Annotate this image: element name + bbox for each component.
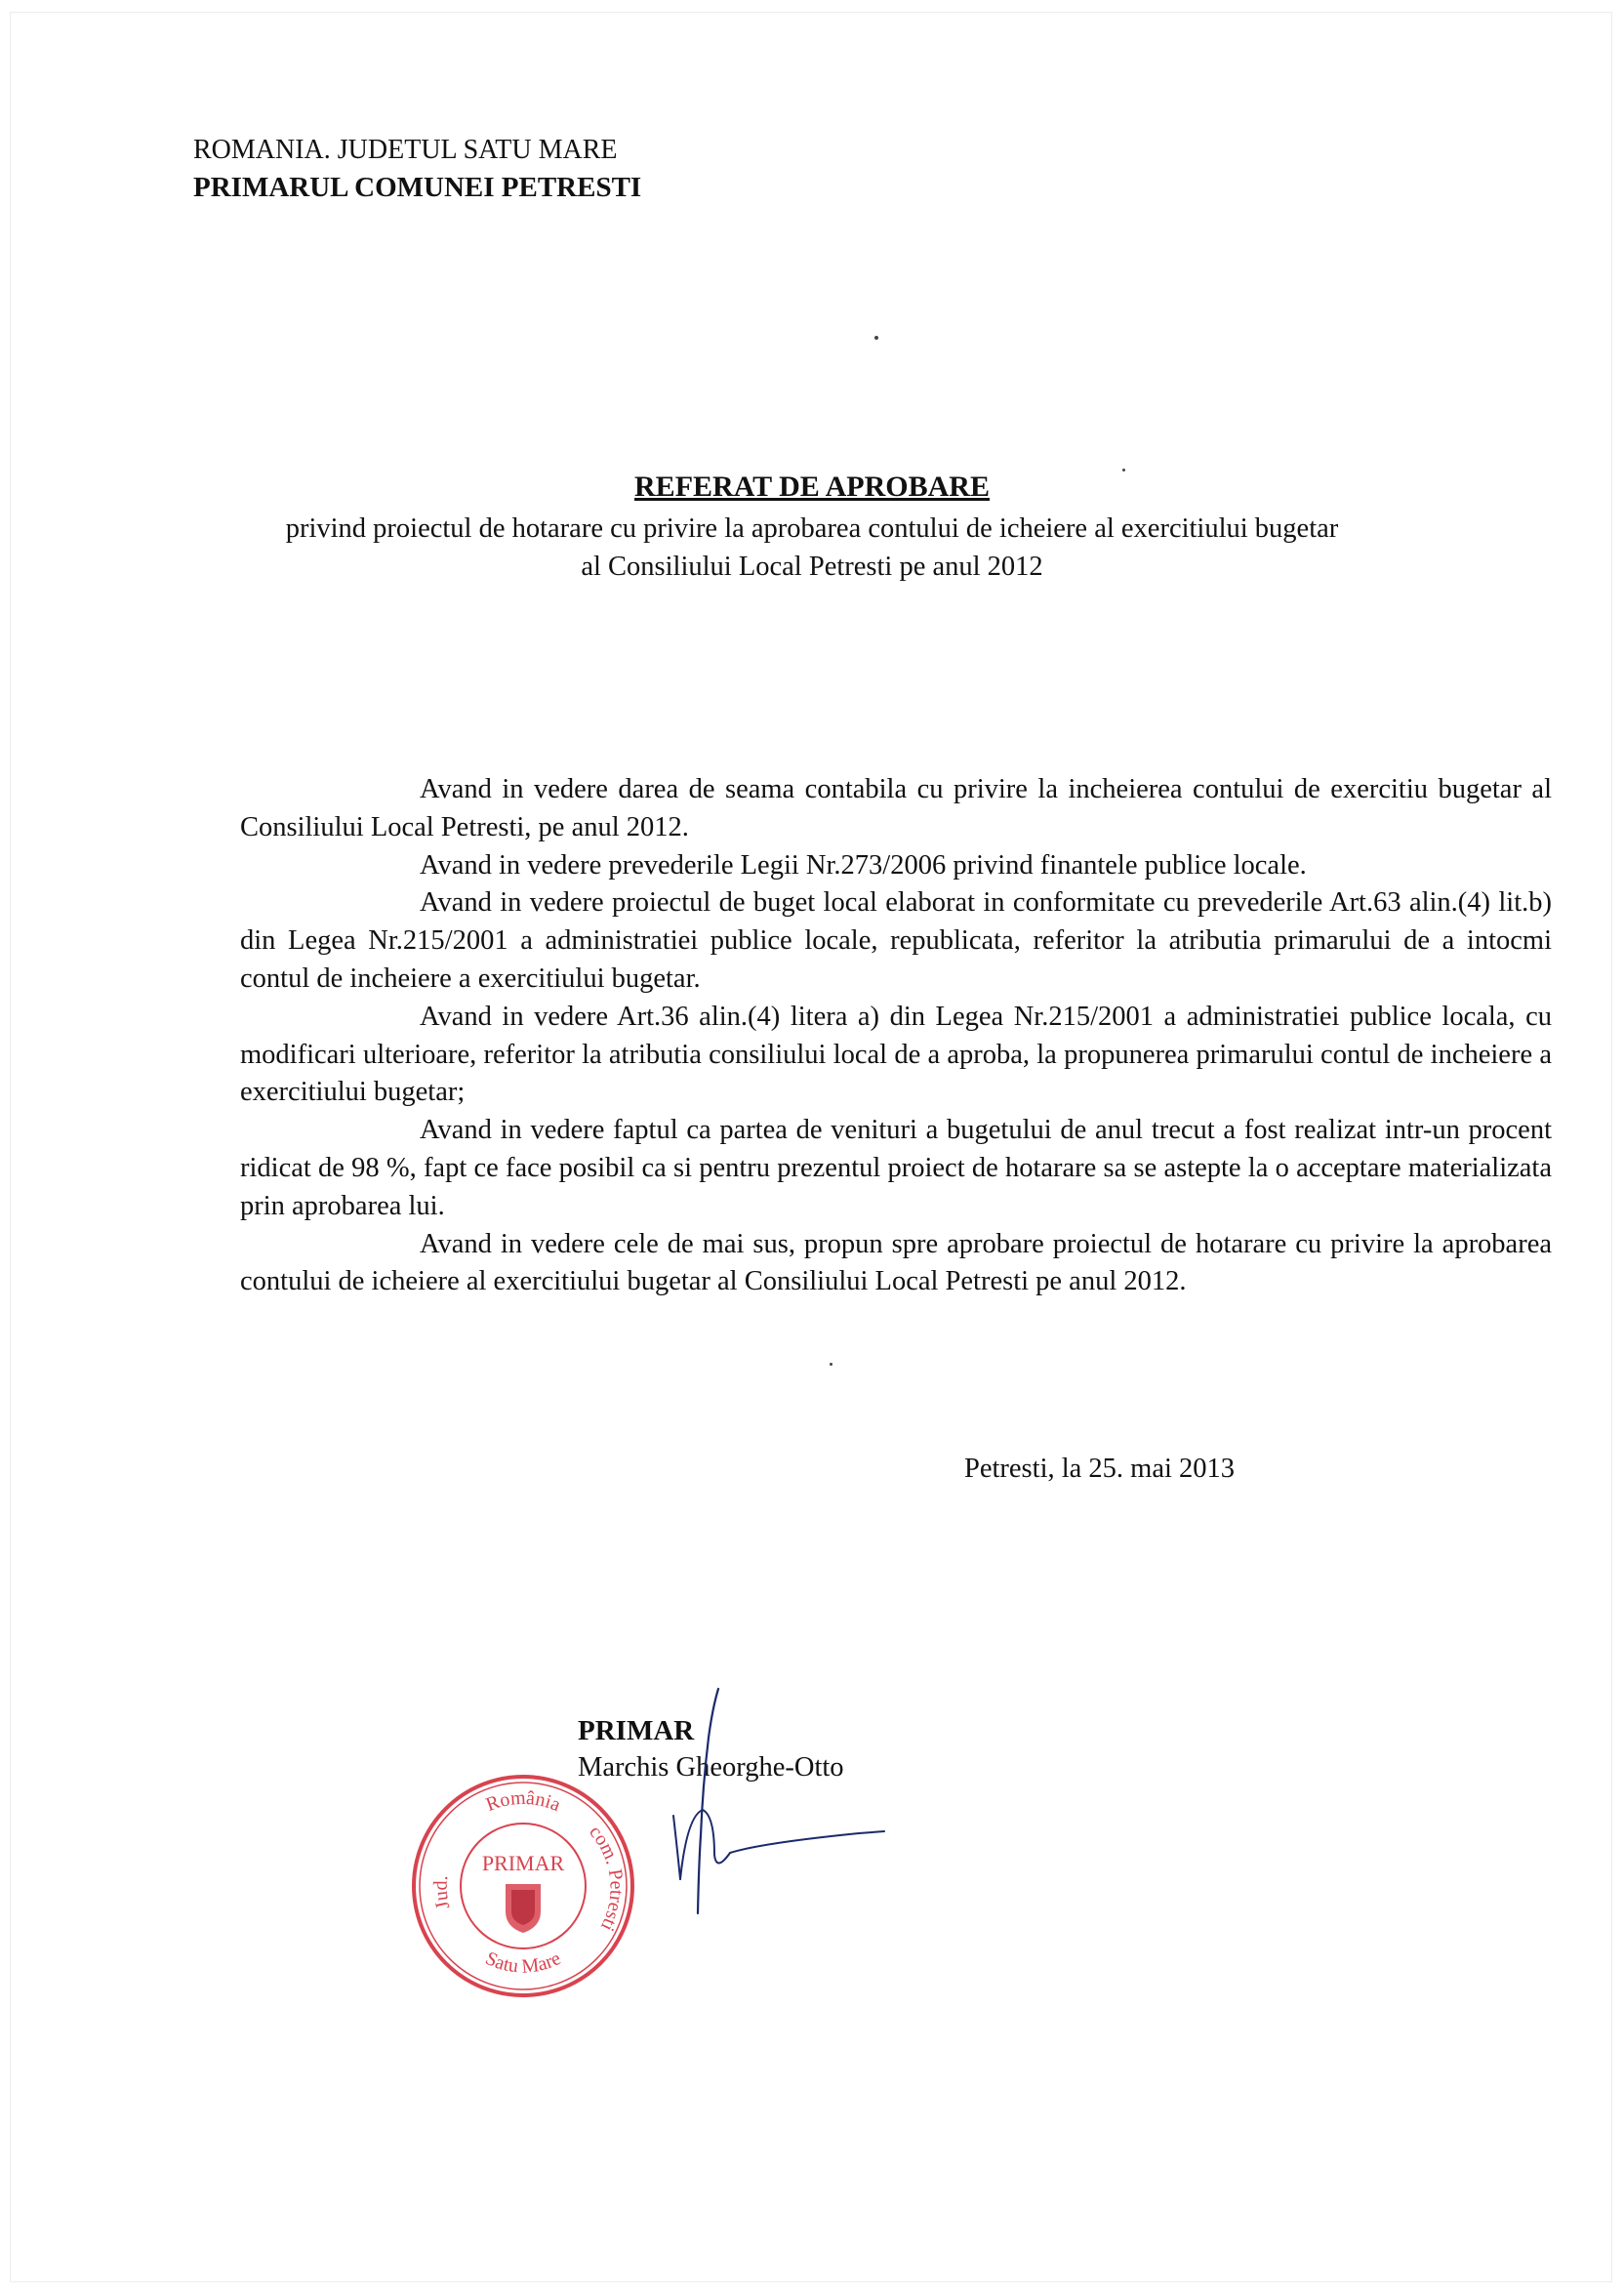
stamp-left-text: Jud.	[429, 1873, 455, 1911]
body-paragraph: Avand in vedere proiectul de buget local elaborat in conformitate cu prevederile Art.63 alin.(4) lit.b) din Legea Nr.215/2001 a administratiei publice locale, republicata, referitor la atributia primarului de a intocmi contul de incheiere a exercitiului bugetar.	[240, 887, 1552, 994]
document-subtitle-line-1: privind proiectul de hotarare cu privire la aprobarea contului de icheiere al exercitiului bugetar	[285, 513, 1339, 544]
stamp-center-text: PRIMAR	[481, 1851, 565, 1875]
scan-speck	[874, 336, 878, 340]
body-paragraph: Avand in vedere Art.36 alin.(4) litera a) din Legea Nr.215/2001 a administratiei publice locala, cu modificari ulterioare, referitor la atributia consiliului local de a aproba, la propunerea primarului contul de incheiere a exercitiului bugetar;	[240, 1001, 1552, 1108]
scan-speck	[830, 1363, 832, 1366]
header-institution: PRIMARUL COMUNEI PETRESTI	[193, 172, 642, 203]
header-county: ROMANIA. JUDETUL SATU MARE	[193, 135, 618, 165]
stamp-right-text: com. Petresti	[585, 1821, 628, 1935]
handwritten-signature	[664, 1679, 888, 1923]
place-and-date: Petresti, la 25. mai 2013	[964, 1454, 1236, 1484]
body-paragraph: Avand in vedere faptul ca partea de venituri a bugetului de anul trecut a fost realizat intr-un procent ridicat de 98 %, fapt ce face posibil ca si pentru prezentul proiect de hotarare sa se astepte la o acceptare materializata prin aprobarea lui.	[240, 1115, 1552, 1221]
document-body	[240, 771, 1552, 1301]
signatory-title: PRIMAR	[578, 1715, 695, 1746]
document-title: REFERAT DE APROBARE	[634, 471, 990, 503]
body-paragraph: Avand in vedere cele de mai sus, propun spre aprobare proiectul de hotarare cu privire la aprobarea contului de icheiere al exercitiului bugetar al Consiliului Local Petresti pe anul 2012.	[240, 1228, 1552, 1297]
coat-of-arms-icon	[506, 1884, 541, 1933]
stamp-bottom-text: Satu Mare	[482, 1948, 564, 1978]
body-paragraph: Avand in vedere prevederile Legii Nr.273/2006 privind finantele publice locale.	[420, 849, 1307, 881]
stamp-top-text: România	[483, 1786, 564, 1817]
scan-speck	[1122, 469, 1125, 472]
signatory-name: Marchis Gheorghe-Otto	[578, 1752, 844, 1783]
body-paragraph: Avand in vedere darea de seama contabila cu privire la incheierea contului de exercitiu bugetar al Consiliului Local Petresti, pe anul 2012.	[240, 774, 1552, 842]
document-subtitle-line-2: al Consiliului Local Petresti pe anul 2012	[581, 552, 1043, 582]
official-stamp	[406, 1769, 640, 2003]
